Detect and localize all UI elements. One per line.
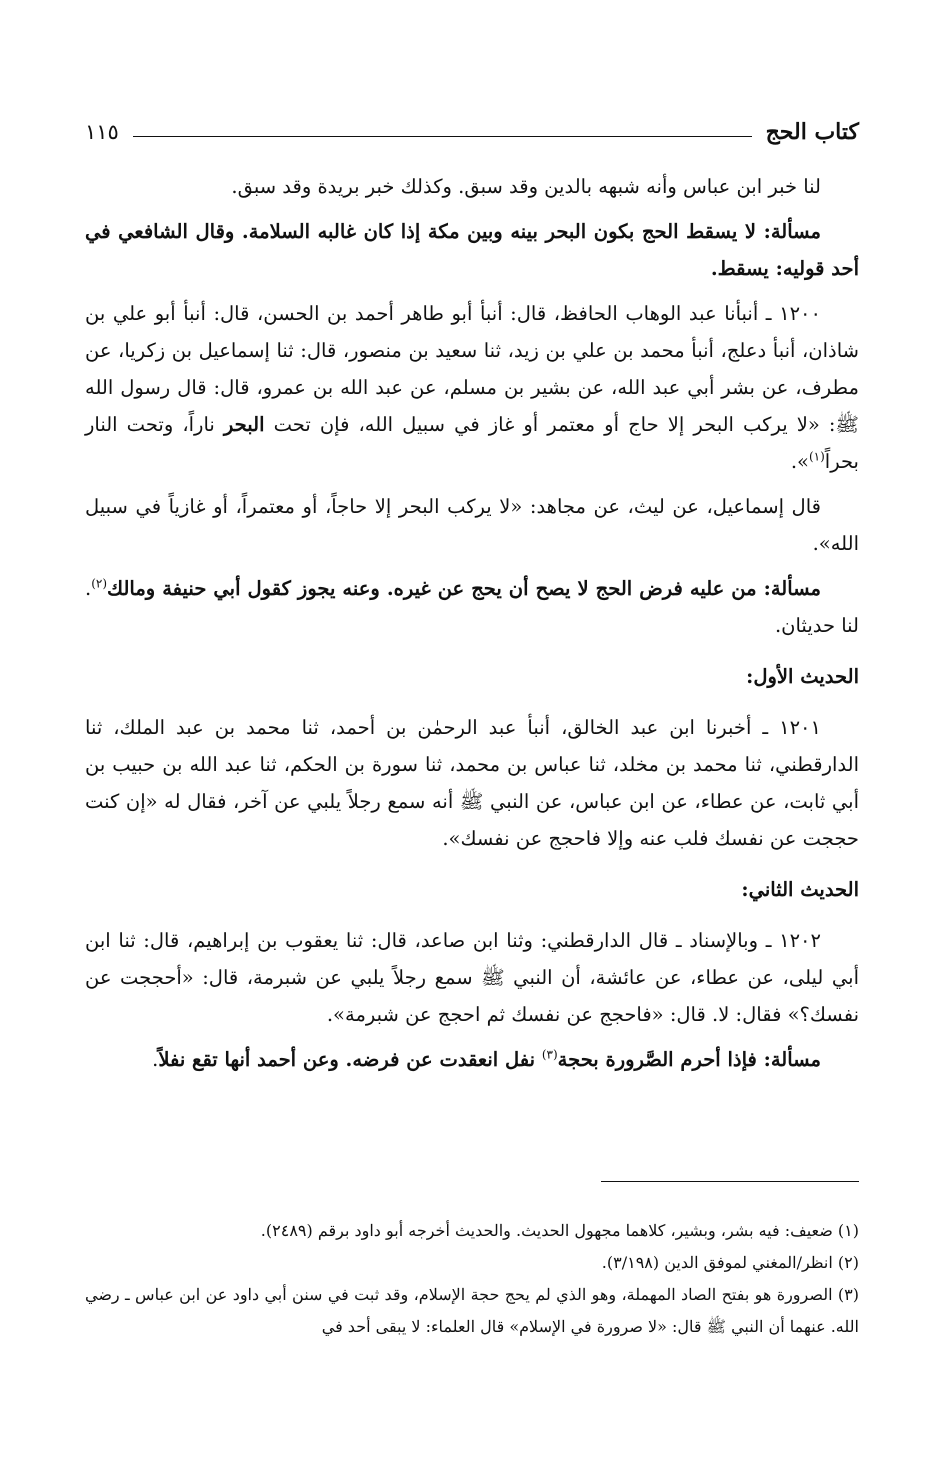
- footnotes: [85, 1215, 859, 1343]
- masala-paragraph-2: [85, 570, 859, 644]
- masala-paragraph-3: [85, 1041, 859, 1078]
- footnote-1: (١) ضعيف: فيه بشر، وبشير، كلاهما مجهول الحديث. والحديث أخرجه أبو داود برقم (٢٤٨٩).: [260, 1221, 859, 1240]
- hadith-1200-bold-word: البحر: [223, 413, 265, 436]
- masala-3-bold-a: مسألة: فإذا أحرم الصَّرورة بحجة: [557, 1048, 821, 1071]
- hadith-1200-text: ١٢٠٠ ـ أنبأنا عبد الوهاب الحافظ، قال: أنبأ أبو طاهر أحمد بن الحسن، قال: أنبأ أبو علي بن شاذان، أنبأ دعلج، أنبأ محمد بن علي بن زيد، ثنا سعيد بن منصور، قال: ثنا إسماعيل بن زكريا، عن مطرف، عن بشر أبي عبد الله، عن بشير بن مسلم، عن عبد الله بن عمرو، قال: قال رسول الله ﷺ: «لا يركب البحر إلا حاج أو معتمر أو غاز في سبيل الله، فإن تحت: [85, 302, 859, 436]
- masala-paragraph-1: مسألة: لا يسقط الحج بكون البحر بينه وبين مكة إذا كان غالبه السلامة. وقال الشافعي في أحد قوليه: يسقط.: [85, 220, 859, 280]
- footnote-3: (٣) الصرورة هو بفتح الصاد المهملة، وهو الذي لم يحج حجة الإسلام، وقد ثبت في سنن أبي داود عن ابن عباس ـ رضي الله. عنهما أن النبي ﷺ قال: «لا صرورة في الإسلام» قال العلماء: لا يبقى أحد في: [85, 1285, 860, 1336]
- footnote-2: (٢) انظر/المغني لموفق الدين (٣/١٩٨).: [601, 1253, 859, 1272]
- paragraph-1: لنا خبر ابن عباس وأنه شبهه بالدين وقد سبق. وكذلك خبر بريدة وقد سبق.: [231, 175, 821, 198]
- heading-first-hadith: الحديث الأول:: [746, 665, 859, 688]
- footnote-ref-3: (٣): [541, 1047, 558, 1062]
- hadith-1200-end: ».: [790, 450, 809, 473]
- footnote-separator: [601, 1181, 859, 1182]
- heading-second-hadith: الحديث الثاني:: [741, 878, 859, 901]
- running-header: [85, 112, 859, 152]
- masala-3-end: .: [152, 1048, 159, 1071]
- book-title: كتاب الحج: [765, 119, 859, 145]
- header-rule: [133, 136, 752, 137]
- footnote-ref-2: (٢): [91, 576, 108, 591]
- hadith-1201: ١٢٠١ ـ أخبرنا ابن عبد الخالق، أنبأ عبد الرحمٰن بن أحمد، ثنا محمد بن عبد الملك، ثنا الدارقطني، ثنا محمد بن مخلد، ثنا عباس بن محمد، ثنا سورة بن الحكم، ثنا عبد الله بن حبيب بن أبي ثابت، عن عطاء، عن ابن عباس، عن النبي ﷺ أنه سمع رجلاً يلبي عن آخر، فقال له «إن كنت حججت عن نفسك فلب عنه وإلا فاحجج عن نفسك».: [85, 716, 859, 850]
- hadith-1202: ١٢٠٢ ـ وبالإسناد ـ قال الدارقطني: وثنا ابن صاعد، قال: ثنا يعقوب بن إبراهيم، قال: ثنا ابن أبي ليلى، عن عطاء، عن عائشة، أن النبي ﷺ سمع رجلاً يلبي عن شبرمة، قال: «أحججت عن نفسك؟» فقال: لا. قال: «فاحجج عن نفسك ثم احجج عن شبرمة».: [85, 929, 859, 1026]
- footnote-ref-1: (١): [808, 449, 825, 464]
- masala-3-bold-b: نفل انعقدت عن فرضه. وعن أحمد أنها تقع نفلاً: [158, 1048, 542, 1071]
- hadith-1200: [85, 295, 859, 480]
- paragraph-ismail: قال إسماعيل، عن ليث، عن مجاهد: «لا يركب البحر إلا حاجاً، أو معتمراً، أو غازياً في سبيل الله».: [85, 495, 859, 555]
- main-text: [85, 168, 859, 1078]
- masala-2-tail: . لنا حديثان.: [85, 577, 859, 637]
- masala-2-bold: مسألة: من عليه فرض الحج لا يصح أن يحج عن غيره. وعنه يجوز كقول أبي حنيفة ومالك: [107, 577, 821, 600]
- page: [85, 112, 859, 1086]
- hadith-1200-tail: ناراً، وتحت النار بحراً: [85, 413, 859, 473]
- page-number: ١١٥: [85, 120, 119, 144]
